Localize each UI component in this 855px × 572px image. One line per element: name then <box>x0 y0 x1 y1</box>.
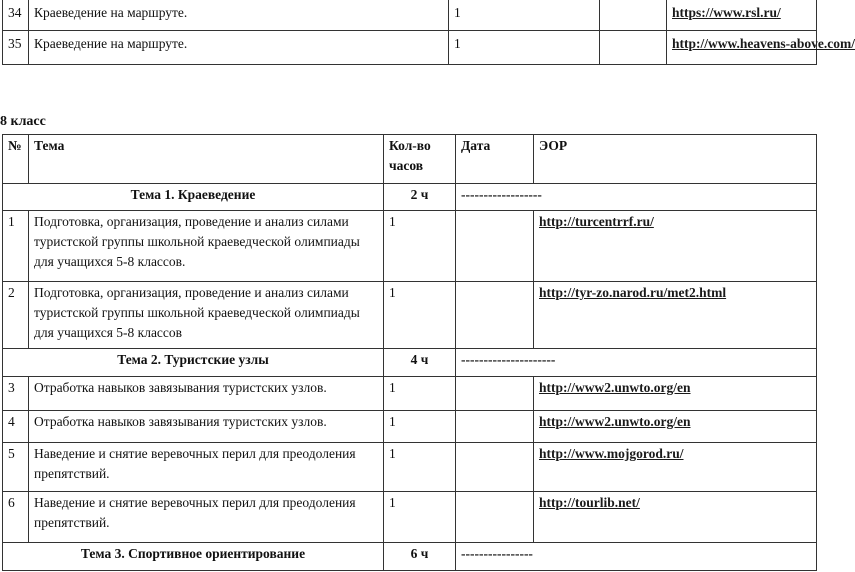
row-topic: Наведение и снятие веревочных перил для преодоления препятствий. <box>29 443 384 492</box>
row-number: 34 <box>3 0 29 31</box>
section-row <box>3 349 817 377</box>
row-topic: Краеведение на маршруте. <box>29 0 449 31</box>
row-topic: Подготовка, организация, проведение и анализ силами туристской группы школьной краеведческой олимпиады для учащихся 5-8 классов <box>29 282 384 349</box>
eor-link[interactable]: http://www2.unwto.org/en <box>539 414 691 429</box>
eor-link[interactable]: https://www.rsl.ru/ <box>672 5 781 20</box>
row-eor <box>667 0 817 31</box>
row-number: 1 <box>3 211 29 282</box>
grade-8-table <box>2 134 817 571</box>
row-topic: Отработка навыков завязывания туристских узлов. <box>29 377 384 411</box>
row-eor <box>534 443 817 492</box>
row-number: 6 <box>3 492 29 543</box>
row-date <box>456 411 534 443</box>
section-title: Тема 3. Спортивное ориентирование <box>3 543 384 571</box>
table-row <box>3 31 817 65</box>
row-eor <box>534 211 817 282</box>
row-hours: 1 <box>384 377 456 411</box>
row-date <box>456 492 534 543</box>
row-eor <box>534 377 817 411</box>
table-row <box>3 492 817 543</box>
table-row <box>3 211 817 282</box>
row-eor <box>534 282 817 349</box>
table-row <box>3 282 817 349</box>
table-row <box>3 443 817 492</box>
table-row <box>3 411 817 443</box>
eor-link[interactable]: http://www.heavens-above.com/ <box>672 36 855 51</box>
section-title: Тема 2. Туристские узлы <box>3 349 384 377</box>
table-row <box>3 0 817 31</box>
table-row <box>3 377 817 411</box>
header-date: Дата <box>456 135 534 184</box>
row-hours: 1 <box>449 0 600 31</box>
section-dashes: ------------------ <box>456 184 817 211</box>
row-date <box>456 282 534 349</box>
row-date <box>600 31 667 65</box>
eor-link[interactable]: http://www2.unwto.org/en <box>539 380 691 395</box>
header-row <box>3 135 817 184</box>
row-date <box>600 0 667 31</box>
row-number: 4 <box>3 411 29 443</box>
row-topic: Наведение и снятие веревочных перил для преодоления препятствий. <box>29 492 384 543</box>
row-number: 3 <box>3 377 29 411</box>
row-eor <box>534 411 817 443</box>
grade-title: 8 класс <box>0 114 46 129</box>
section-hours: 2 ч <box>384 184 456 211</box>
section-title: Тема 1. Краеведение <box>3 184 384 211</box>
row-number: 35 <box>3 31 29 65</box>
row-hours: 1 <box>449 31 600 65</box>
row-hours: 1 <box>384 282 456 349</box>
row-number: 5 <box>3 443 29 492</box>
section-dashes: ---------------- <box>456 543 817 571</box>
row-date <box>456 211 534 282</box>
header-topic: Тема <box>29 135 384 184</box>
header-hours: Кол-во часов <box>384 135 456 184</box>
row-hours: 1 <box>384 411 456 443</box>
row-date <box>456 377 534 411</box>
eor-link[interactable]: http://www.mojgorod.ru/ <box>539 446 684 461</box>
row-topic: Краеведение на маршруте. <box>29 31 449 65</box>
section-row <box>3 184 817 211</box>
section-dashes: --------------------- <box>456 349 817 377</box>
eor-link[interactable]: http://turcentrrf.ru/ <box>539 214 654 229</box>
section-row <box>3 543 817 571</box>
header-eor: ЭОР <box>534 135 817 184</box>
row-date <box>456 443 534 492</box>
section-hours: 6 ч <box>384 543 456 571</box>
row-topic: Подготовка, организация, проведение и анализ силами туристской группы школьной краеведческой олимпиады для учащихся 5-8 классов. <box>29 211 384 282</box>
eor-link[interactable]: http://tourlib.net/ <box>539 495 640 510</box>
section-hours: 4 ч <box>384 349 456 377</box>
row-eor <box>667 31 855 65</box>
row-hours: 1 <box>384 211 456 282</box>
row-hours: 1 <box>384 492 456 543</box>
row-hours: 1 <box>384 443 456 492</box>
header-number: № <box>3 135 29 184</box>
row-topic: Отработка навыков завязывания туристских узлов. <box>29 411 384 443</box>
previous-grade-table <box>2 0 855 65</box>
row-number: 2 <box>3 282 29 349</box>
eor-link[interactable]: http://tyr-zo.narod.ru/met2.html <box>539 285 727 300</box>
row-eor <box>534 492 817 543</box>
